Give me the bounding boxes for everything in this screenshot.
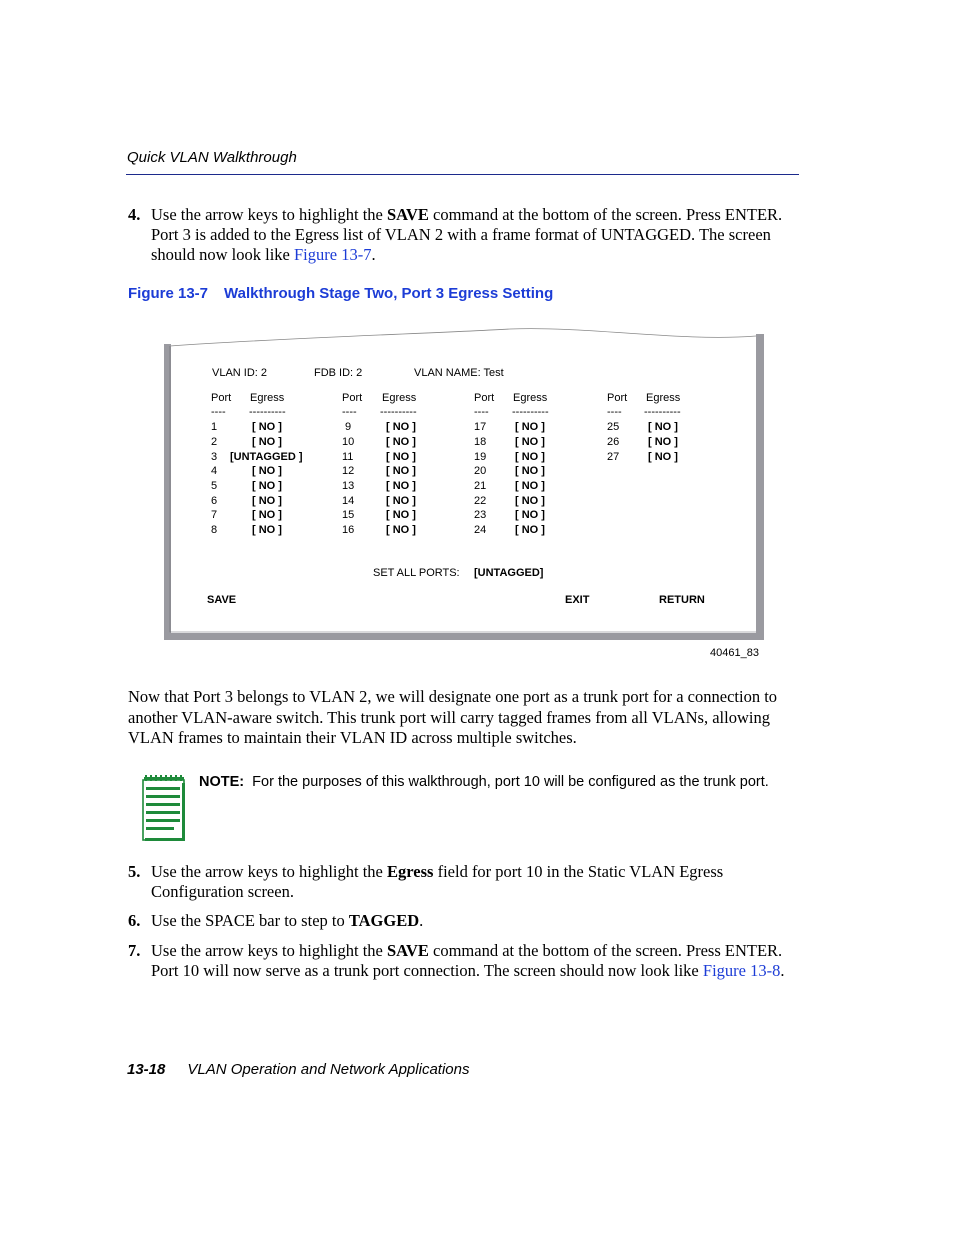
step-text: field for port 10 in the Static VLAN Egress Configuration screen.	[151, 862, 724, 901]
step-bold: SAVE	[387, 941, 429, 960]
port-dash: ----	[342, 406, 357, 418]
egress-value[interactable]: [ NO ]	[515, 436, 545, 448]
port-number: 24	[474, 524, 487, 536]
port-number: 7	[211, 509, 218, 521]
port-number: 13	[342, 480, 355, 492]
port-number: 23	[474, 509, 487, 521]
egress-value[interactable]: [ NO ]	[515, 451, 545, 463]
vlan-name: VLAN NAME: Test	[414, 367, 504, 379]
figure-title: Walkthrough Stage Two, Port 3 Egress Setting	[224, 285, 554, 302]
egress-dash: ----------	[512, 406, 549, 418]
egress-value[interactable]: [ NO ]	[386, 451, 416, 463]
footer-title: VLAN Operation and Network Applications	[187, 1061, 470, 1078]
body-paragraph: Now that Port 3 belongs to VLAN 2, we will designate one port as a trunk port for a connection to another VLAN-aware switch. This trunk port will carry tagged frames from all VLANs, allowing VLAN frames to maintain their VLAN ID across multiple switches.	[128, 687, 778, 747]
egress-value[interactable]: [ NO ]	[386, 465, 416, 477]
port-number: 22	[474, 495, 487, 507]
egress-value[interactable]: [ NO ]	[252, 465, 282, 477]
port-number: 20	[474, 465, 487, 477]
return-command[interactable]: RETURN	[659, 594, 705, 606]
egress-header: Egress	[250, 392, 285, 404]
figure-link[interactable]: Figure 13-8	[702, 961, 781, 980]
port-number: 4	[211, 465, 218, 477]
egress-value[interactable]: [ NO ]	[386, 436, 416, 448]
step-number: 7.	[128, 941, 141, 960]
page-footer	[127, 1061, 469, 1078]
step-text: Use the arrow keys to highlight the	[151, 205, 387, 224]
egress-value[interactable]: [ NO ]	[515, 465, 545, 477]
step-text: .	[780, 961, 785, 980]
set-all-ports-label: SET ALL PORTS:	[373, 567, 460, 579]
page-number: 13-18	[127, 1061, 166, 1078]
note-text: For the purposes of this walkthrough, port 10 will be configured as the trunk port.	[252, 774, 769, 790]
step-text: .	[419, 911, 424, 930]
fdb-id: FDB ID: 2	[314, 367, 363, 379]
save-command[interactable]: SAVE	[207, 594, 237, 606]
egress-header: Egress	[646, 392, 681, 404]
egress-value[interactable]: [ NO ]	[252, 495, 282, 507]
egress-header: Egress	[513, 392, 548, 404]
port-number: 19	[474, 451, 487, 463]
figure-link[interactable]: Figure 13-7	[294, 245, 372, 264]
egress-value[interactable]: [ NO ]	[252, 436, 282, 448]
egress-dash: ----------	[644, 406, 681, 418]
running-header: Quick VLAN Walkthrough	[127, 149, 297, 166]
step-number: 4.	[128, 205, 141, 224]
vlan-id: VLAN ID: 2	[212, 367, 268, 379]
egress-value[interactable]: [ NO ]	[648, 451, 678, 463]
port-number: 10	[342, 436, 355, 448]
egress-value[interactable]: [ NO ]	[252, 509, 282, 521]
port-dash: ----	[211, 406, 226, 418]
port-number: 26	[607, 436, 620, 448]
port-dash: ----	[474, 406, 489, 418]
egress-value[interactable]: [UNTAGGED ]	[230, 451, 303, 463]
port-number: 2	[211, 436, 218, 448]
egress-dash: ----------	[249, 406, 286, 418]
egress-value[interactable]: [ NO ]	[648, 436, 678, 448]
port-header: Port	[474, 392, 495, 404]
note-label: NOTE:	[199, 774, 245, 790]
port-number: 9	[345, 421, 352, 433]
step-text: Use the arrow keys to highlight the	[151, 941, 387, 960]
port-number: 21	[474, 480, 487, 492]
step-4	[128, 205, 803, 265]
step-number: 5.	[128, 862, 141, 881]
step-text: command at the bottom of the screen. Press ENTER. Port 10 will now serve as a trunk port connection. The screen should now look like	[151, 941, 783, 980]
port-number: 8	[211, 524, 218, 536]
port-number: 6	[211, 495, 218, 507]
port-number: 12	[342, 465, 355, 477]
step-bold: Egress	[387, 862, 434, 881]
egress-value[interactable]: [ NO ]	[252, 480, 282, 492]
step-6	[128, 911, 803, 931]
port-number: 18	[474, 436, 487, 448]
step-text: Use the arrow keys to highlight the	[151, 862, 387, 881]
egress-value[interactable]: [ NO ]	[386, 480, 416, 492]
egress-value[interactable]: [ NO ]	[515, 480, 545, 492]
port-number: 17	[474, 421, 487, 433]
egress-dash: ----------	[380, 406, 417, 418]
egress-value[interactable]: [ NO ]	[648, 421, 678, 433]
port-number: 5	[211, 480, 218, 492]
port-number: 27	[607, 451, 620, 463]
figure-caption	[128, 285, 553, 302]
egress-value[interactable]: [ NO ]	[386, 421, 416, 433]
port-header: Port	[211, 392, 232, 404]
figure-ref-id: 40461_83	[710, 647, 759, 659]
step-7	[128, 941, 803, 981]
egress-value[interactable]: [ NO ]	[515, 524, 545, 536]
step-text: command at the bottom of the screen. Press ENTER. Port 3 is added to the Egress list of VLAN 2 with a frame format of UNTAGGED. The screen should now look like	[151, 205, 783, 264]
step-text: .	[371, 245, 376, 264]
port-number: 1	[211, 421, 218, 433]
egress-value[interactable]: [ NO ]	[515, 421, 545, 433]
notepad-icon	[140, 775, 188, 843]
egress-value[interactable]: [ NO ]	[515, 495, 545, 507]
port-number: 14	[342, 495, 355, 507]
port-number: 11	[342, 451, 354, 463]
port-number: 25	[607, 421, 620, 433]
note	[199, 773, 799, 791]
egress-value[interactable]: [ NO ]	[252, 421, 282, 433]
egress-header: Egress	[382, 392, 417, 404]
egress-value[interactable]: [ NO ]	[515, 509, 545, 521]
port-dash: ----	[607, 406, 622, 418]
port-header: Port	[607, 392, 628, 404]
port-number: 3	[211, 451, 218, 463]
egress-value[interactable]: [ NO ]	[386, 495, 416, 507]
step-bold: TAGGED	[348, 911, 420, 930]
step-bold: SAVE	[387, 205, 429, 224]
port-header: Port	[342, 392, 363, 404]
port-number: 15	[342, 509, 355, 521]
header-rule	[126, 174, 799, 175]
port-number: 16	[342, 524, 355, 536]
egress-value[interactable]: [ NO ]	[386, 509, 416, 521]
set-all-ports-value[interactable]: [UNTAGGED]	[474, 567, 544, 579]
step-number: 6.	[128, 911, 141, 930]
egress-value[interactable]: [ NO ]	[252, 524, 282, 536]
egress-value[interactable]: [ NO ]	[386, 524, 416, 536]
figure-label: Figure 13-7	[128, 285, 209, 302]
step-text: Use the SPACE bar to step to	[151, 911, 349, 930]
step-5	[128, 862, 803, 902]
exit-command[interactable]: EXIT	[565, 594, 590, 606]
